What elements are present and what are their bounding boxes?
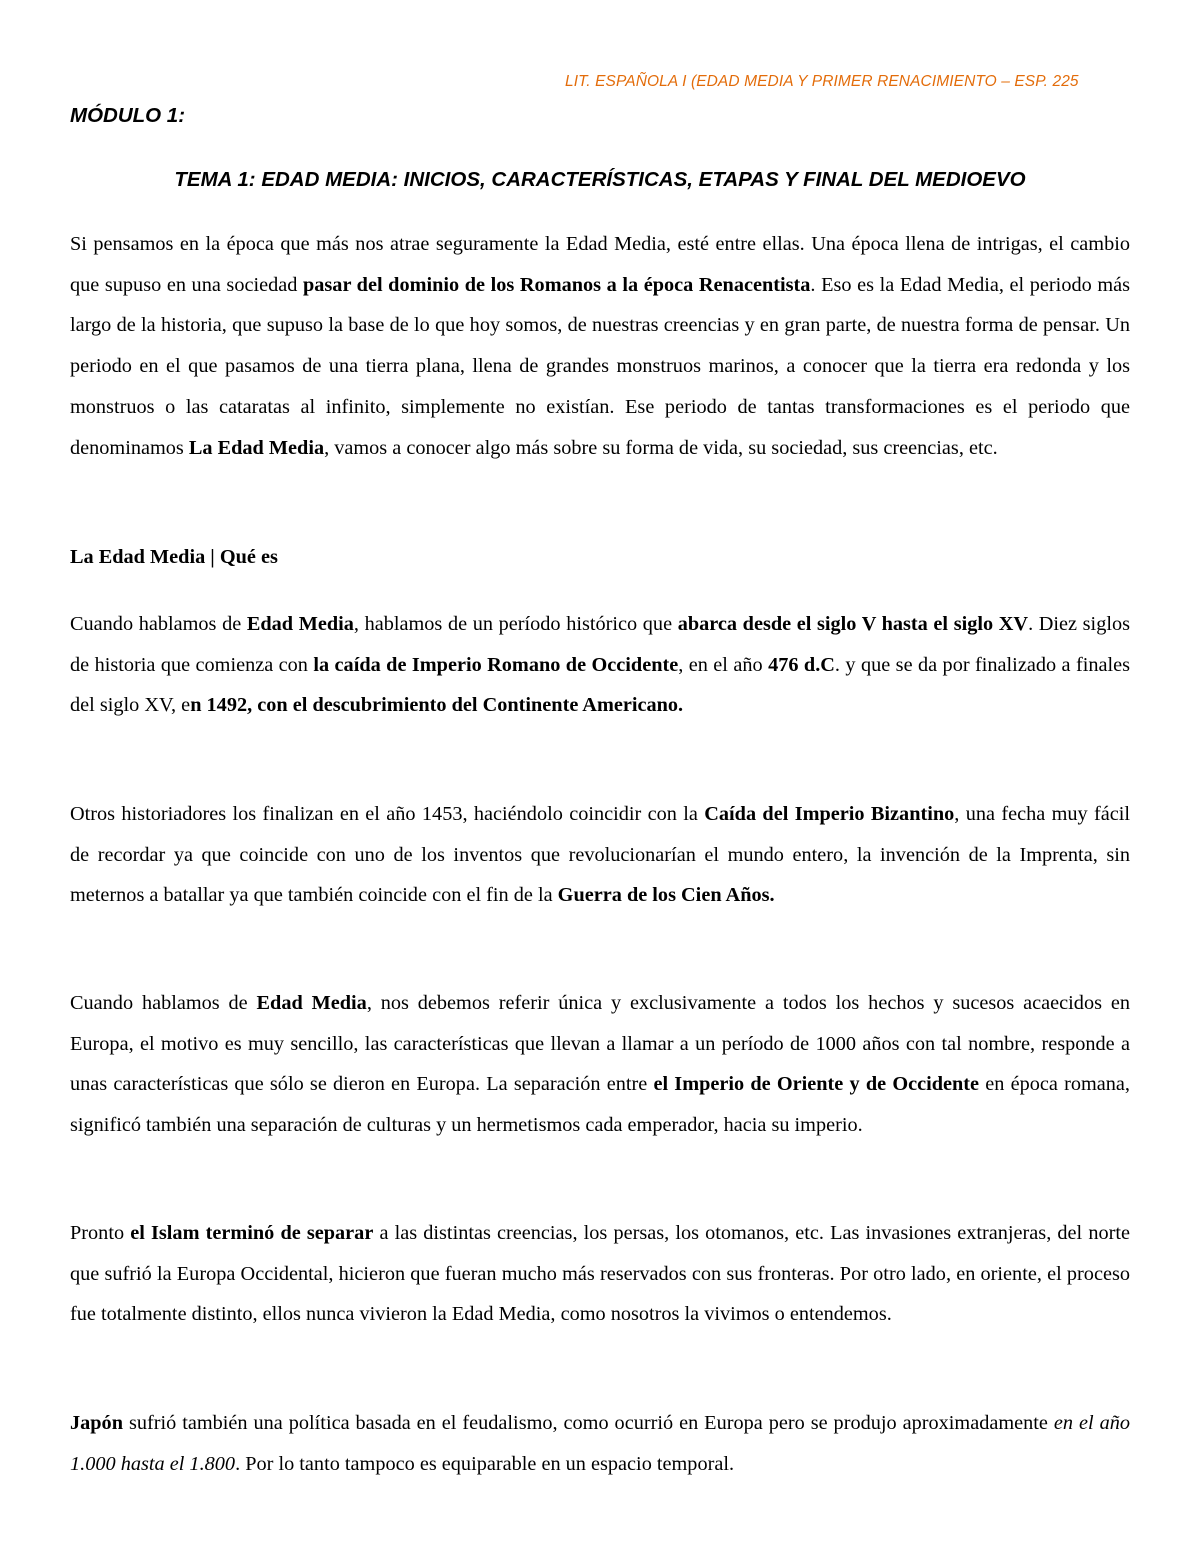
text-run: Si pensamos en la época que más nos atrae seguramente la Edad Media, esté entre ellas. Una época llena de intrigas, el cambio que supuso en una sociedad — [70, 233, 1130, 296]
italic-run: en el año 1.000 hasta el 1.800 — [70, 1412, 1130, 1475]
bold-run: La Edad Media — [188, 436, 325, 459]
text-run: . Eso es la Edad Media, el periodo más largo de la historia, que supuso la base de lo que hoy somos, de nuestras creencias y en gran parte, de nuestra forma de pensar. Un periodo en el que pasamos de una tierra plana, llena de grandes monstruos marinos, a conocer que la tierra era redonda y los monstruos o las cataratas al infinito, simplemente no existían. Ese periodo de tantas transformaciones es el periodo que denominamos — [70, 273, 1130, 459]
bold-run: Edad Media — [256, 992, 367, 1014]
text-run: , vamos a conocer algo más sobre su forma de vida, su sociedad, sus creencias, etc. — [324, 436, 998, 459]
text-run: Otros historiadores los finalizan en el año 1453, haciéndolo coincidir con la — [70, 803, 705, 825]
paragraph-definition — [70, 604, 1130, 726]
text-run: Cuando hablamos de — [70, 613, 247, 635]
paragraph-europe — [70, 983, 1130, 1146]
bold-run: n 1492, con el descubrimiento del Continente Americano. — [190, 694, 684, 717]
text-run: , una fecha muy fácil de recordar ya que coincide con uno de los inventos que revolucionarían el mundo entero, la invención de la Imprenta, sin meternos a batallar ya que también coincide con el fin de la — [70, 803, 1130, 907]
bold-run: 476 d.C — [768, 653, 835, 676]
bold-run: abarca desde el siglo V hasta el siglo XV — [677, 613, 1029, 635]
bold-run: el Imperio de Oriente y de Occidente — [653, 1073, 980, 1096]
text-run: en época romana, significó también una separación de culturas y un hermetismos cada emperador, hacia su imperio. — [70, 1073, 1130, 1137]
paragraph-islam — [70, 1213, 1130, 1335]
text-run: , nos debemos referir única y exclusivamente a todos los hechos y sucesos acaecidos en Europa, el motivo es muy sencillo, las características que llevan a llamar a un período de 1000 años con tal nombre, responde a unas características que sólo se dieron en Europa. La separación entre — [70, 992, 1130, 1096]
course-header: LIT. ESPAÑOLA I (EDAD MEDIA Y PRIMER RENACIMIENTO – ESP. 225 — [565, 73, 1079, 90]
bold-run: la caída de Imperio Romano de Occidente — [313, 653, 679, 676]
section-heading: La Edad Media | Qué es — [70, 546, 278, 568]
paragraph-other-historians — [70, 794, 1130, 916]
bold-run: Caída del Imperio Bizantino — [704, 803, 955, 825]
bold-run: Guerra de los Cien Años. — [557, 884, 775, 907]
text-run: Pronto — [70, 1222, 131, 1244]
text-run: Cuando hablamos de — [70, 992, 257, 1014]
text-run: . Por lo tanto tampoco es equiparable en un espacio temporal. — [235, 1452, 735, 1475]
bold-run: el Islam terminó de separar — [130, 1222, 374, 1244]
text-run: . Diez siglos de historia que comienza con — [70, 613, 1130, 676]
bold-run: Japón — [70, 1412, 123, 1434]
paragraph-intro — [70, 224, 1130, 468]
bold-run: Edad Media — [246, 613, 354, 635]
topic-title: TEMA 1: EDAD MEDIA: INICIOS, CARACTERÍSTICAS, ETAPAS Y FINAL DEL MEDIOEVO — [174, 168, 1026, 191]
module-title: MÓDULO 1: — [70, 104, 186, 127]
text-run: sufrió también una política basada en el feudalismo, como ocurrió en Europa pero se produjo aproximadamente — [122, 1412, 1054, 1434]
bold-run: pasar del dominio de los Romanos a la época Renacentista — [302, 273, 811, 296]
text-run: . y que se da por finalizado a finales del siglo XV, e — [70, 653, 1131, 717]
text-run: a las distintas creencias, los persas, los otomanos, etc. Las invasiones extranjeras, del norte que sufrió la Europa Occidental, hicieron que fueran mucho más reservados con sus fronteras. Por otro lado, en oriente, el proceso fue totalmente distinto, ellos nunca vivieron la Edad Media, como nosotros la vivimos o entendemos. — [70, 1222, 1130, 1326]
text-run: , en el año — [678, 653, 769, 676]
text-run: , hablamos de un período histórico que — [353, 613, 678, 635]
paragraph-japan — [70, 1403, 1130, 1484]
